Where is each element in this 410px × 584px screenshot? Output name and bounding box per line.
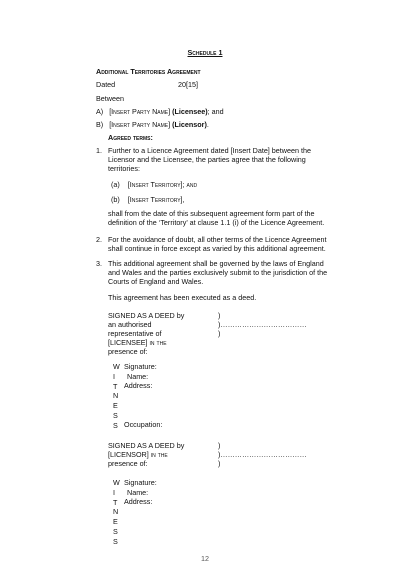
witness-name-label: Name: [127,372,149,381]
schedule-title: Schedule 1 [187,48,223,57]
witness-letter: S [113,526,118,536]
signature-line: )……………………………… [218,320,307,329]
agreement-title: Additional Territories Agreement [96,67,201,76]
dated-label: Dated [96,80,116,89]
dated-year: 20[15] [178,80,198,89]
party-name: [Insert Party Name] [109,120,171,129]
witness-letter: E [113,517,118,527]
witness-letter: E [113,401,118,411]
party-tail: . [206,120,209,129]
bracket-line: ) [218,441,221,450]
witness-address-label: Address: [124,497,153,506]
witness-address-label: Address: [124,381,153,390]
signing-line: representative of [108,329,162,338]
clause-line: Courts of England and Wales. [108,277,204,286]
clause-line: definition of the ‘Territory’ at clause 1.1 (i) of the Licence Agreement. [108,218,325,227]
signing-line: SIGNED AS A DEED by [108,441,185,450]
clause-line: For the avoidance of doubt, all other terms of the Licence Agreement [108,235,327,244]
witness-letter: I [113,371,115,381]
clause-number: 2. [96,235,102,244]
signing-line: [LICENSEE] in the [108,338,167,347]
agreed-terms-heading: Agreed terms: [108,133,153,142]
party-role: (Licensor) [172,120,207,129]
witness-signature-label: Signature: [124,478,157,487]
licensee-signature-brackets [218,311,307,338]
bracket-line: ) [218,311,221,320]
signature-line: )……………………………… [218,450,307,459]
page-number: 12 [201,554,209,563]
sub-item-marker: (a) [111,180,120,189]
clause-line: and Wales and the parties exclusively submit to the jurisdiction of the [108,268,328,277]
clause-1-continuation [108,209,324,227]
party-marker: B) [96,120,104,129]
licensor-signature-brackets [218,441,307,468]
witness-letter: W [113,362,120,371]
party-tail: ; and [207,107,224,116]
witness-name-label: Name: [127,488,149,497]
signing-line: presence of: [108,459,148,468]
witness-vertical-label [113,362,120,431]
witness-letter: N [113,391,119,401]
bracket-line: ) [218,459,221,468]
signing-line: presence of: [108,347,148,356]
party-marker: A) [96,107,104,116]
clause-2-text [108,235,327,253]
clause-number: 1. [96,146,102,155]
witness-letter: N [113,507,119,517]
sub-item-b [111,195,185,204]
witness-letter: T [113,381,118,391]
witness-letter: S [113,536,118,546]
witness-letter: S [113,420,118,430]
bracket-line: ) [218,329,221,338]
witness-letter: S [113,410,118,420]
witness-letter: I [113,487,115,497]
licensor-signing-block [108,441,184,468]
between-label: Between [96,94,124,103]
signing-line: SIGNED AS A DEED by [108,311,185,320]
party-a [96,107,224,116]
sub-item-a [111,180,197,189]
signing-line: [LICENSOR] in the [108,450,168,459]
clause-1-text [108,146,350,173]
signing-line: an authorised [108,320,152,329]
sub-item-text: [Insert Territory]; and [127,180,198,189]
witness-letter: W [113,478,120,487]
clause-line: shall continue in force except as varied by this additional agreement. [108,244,326,253]
witness-vertical-label [113,478,120,547]
clause-line: shall from the date of this subsequent agreement form part of the [108,209,315,218]
party-role: (Licensee) [172,107,208,116]
clause-line: Licensor and the Licensee, the parties agree that the following [108,155,306,164]
clause-line: Further to a Licence Agreement dated [Insert Date] between the [108,146,311,155]
party-name: [Insert Party Name] [109,107,171,116]
clause-3-text [108,259,327,286]
sub-item-text: [Insert Territory], [127,195,185,204]
witness-letter: T [113,497,118,507]
clause-line: This additional agreement shall be governed by the laws of England [108,259,324,268]
licensee-signing-block [108,311,184,356]
clause-line: territories: [108,164,140,173]
sub-item-marker: (b) [111,195,120,204]
party-b [96,120,209,129]
witness-signature-label: Signature: [124,362,157,371]
clause-number: 3. [96,259,102,268]
executed-statement: This agreement has been executed as a deed. [108,293,257,302]
witness-occupation-label: Occupation: [124,420,163,429]
